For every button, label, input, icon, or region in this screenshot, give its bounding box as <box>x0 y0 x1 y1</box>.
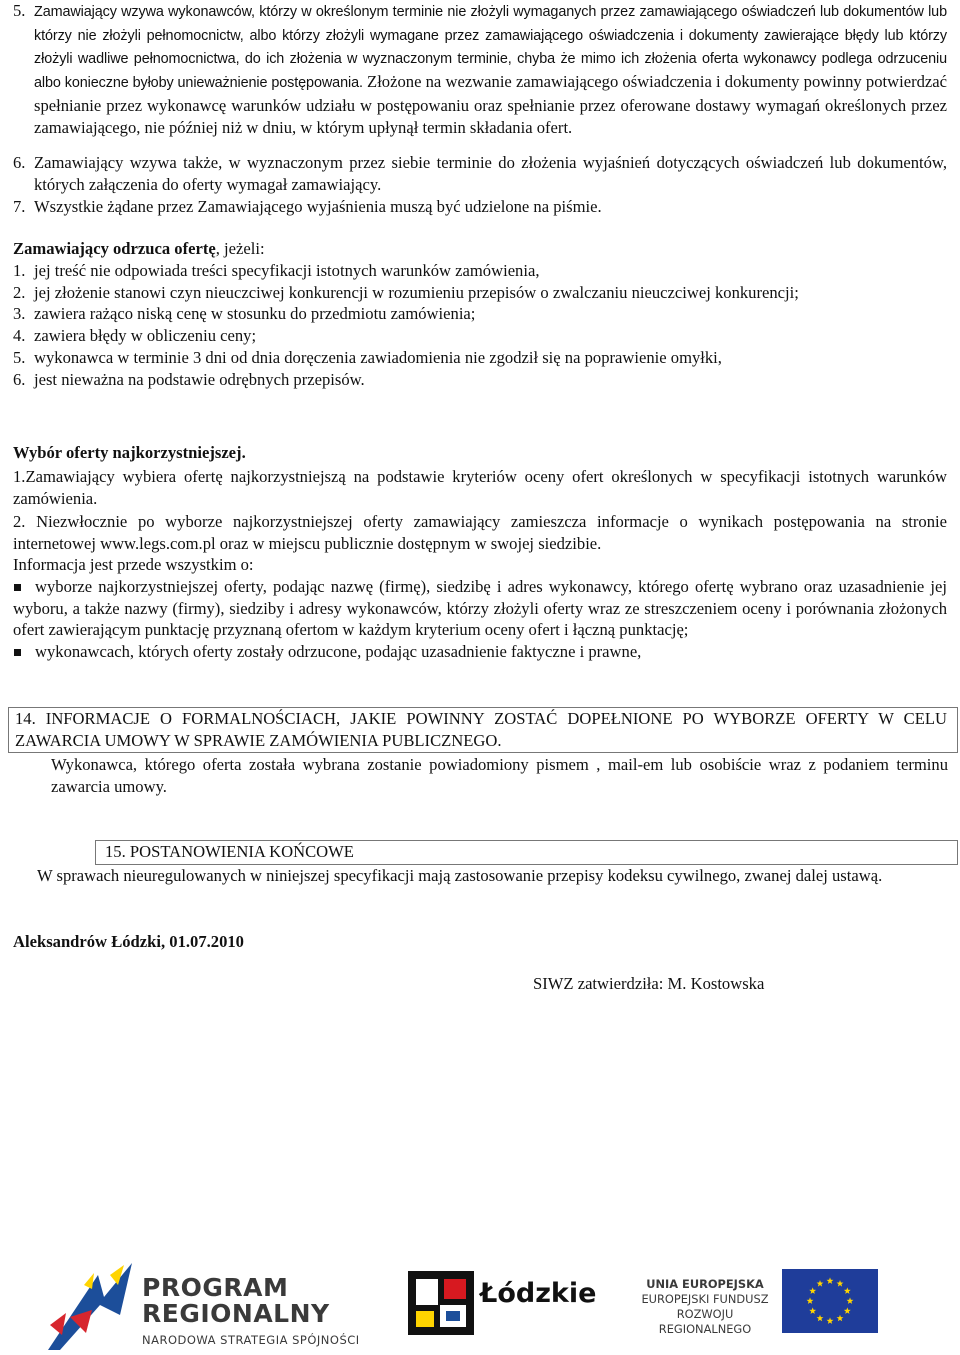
list-item-number: 5. <box>13 347 26 367</box>
regionalny-word: REGIONALNY <box>142 1299 330 1328</box>
program-regionalny-emblem-icon <box>40 1255 140 1355</box>
list-item-number: 6. <box>13 369 26 389</box>
list-item-text: zawiera rażąco niską cenę w stosunku do przedmiotu zamówienia; <box>34 304 476 324</box>
section-15-heading <box>95 840 958 865</box>
reject-list <box>0 260 960 390</box>
program-regionalny-text <box>142 1275 330 1327</box>
eu-line: ROZWOJU REGIONALNEGO <box>658 1307 752 1336</box>
list-item-number: 2. <box>13 282 26 302</box>
list-item-text: jej złożenie stanowi czyn nieuczciwej konkurencji w rozumieniu przepisów o zwalczaniu nieuczciwej konkurencji; <box>34 282 799 302</box>
eu-text <box>630 1277 780 1337</box>
list-item-number: 3. <box>13 304 26 324</box>
program-word: PROGRAM <box>142 1273 289 1302</box>
list-item-text: zawiera błędy w obliczeniu ceny; <box>34 326 257 346</box>
section-14-heading <box>8 707 958 753</box>
lodzkie-logo <box>408 1269 597 1339</box>
reject-heading <box>0 238 278 260</box>
choice-paragraph-1: 1.Zamawiający wybiera ofertę najkorzystniejszą na podstawie kryteriów oceny ofert określonych w specyfikacji istotnych warunków zamówienia. <box>13 467 947 508</box>
bullet-text: wyborze najkorzystniejszej oferty, podając nazwę (firmę), siedzibę i adres wykonawcy, którego ofertę wybrano oraz uzasadnienie jej wyboru, a także nazwy (firmy), siedziby i adresy wykonawców, którzy złożyli oferty wraz ze streszczeniem oceny i porównania złożonych ofert zawierającym punktację przyznaną ofertom w każdym kryterium oceny ofert i łączną punktację; <box>13 577 947 640</box>
bullet-text: wykonawcach, których oferty zostały odrzucone, podając uzasadnienie faktyczne i prawne, <box>35 642 642 662</box>
square-bullet-icon <box>14 649 21 656</box>
list-item <box>0 369 960 391</box>
choice-bullets <box>0 576 960 663</box>
list-item <box>0 260 960 282</box>
list-item-number: 4. <box>13 326 26 346</box>
section-15-title: 15. POSTANOWIENIA KOŃCOWE <box>105 842 354 861</box>
logos-footer <box>0 1255 960 1355</box>
program-regionalny-logo <box>40 1255 370 1355</box>
eu-line: EUROPEJSKI FUNDUSZ <box>641 1292 769 1306</box>
list-item <box>0 282 960 304</box>
reject-heading-rest: , jeżeli: <box>215 239 265 258</box>
list-item <box>0 325 960 347</box>
list-item <box>0 303 960 325</box>
paragraph-5 <box>0 0 960 138</box>
paragraph-number: 5. <box>13 1 26 20</box>
paragraph-number: 7. <box>13 197 26 216</box>
choice-heading: Wybór oferty najkorzystniejszej. <box>13 443 246 462</box>
eu-logo <box>630 1277 930 1347</box>
choice-paragraph-3: Informacja jest przede wszystkim o: <box>13 555 254 574</box>
place-date: Aleksandrów Łódzki, 01.07.2010 <box>13 932 244 951</box>
eu-line: UNIA EUROPEJSKA <box>646 1277 764 1291</box>
list-item <box>0 347 960 369</box>
list-item-text: jest nieważna na podstawie odrębnych przepisów. <box>34 369 365 389</box>
strategy-text: NARODOWA STRATEGIA SPÓJNOŚCI <box>142 1333 360 1347</box>
reject-heading-bold: Zamawiający odrzuca ofertę <box>13 239 216 258</box>
section-15-text: W sprawach nieuregulowanych w niniejszej specyfikacji mają zastosowanie przepisy kodeksu cywilnego, zwanej dalej ustawą. <box>37 866 883 885</box>
paragraph-6 <box>0 152 960 195</box>
lodzkie-emblem-icon <box>408 1271 474 1335</box>
bullet-item <box>13 641 960 663</box>
list-item-text: wykonawca w terminie 3 dni od dnia doręczenia zawiadomienia nie zgodził się na poprawienie omyłki, <box>34 347 722 367</box>
paragraph-text-sans: Zamawiający wzywa wykonawców, którzy w określonym terminie nie złożyli wymaganych przez zamawiającego oświadczeń lub dokumentów lub którzy nie złożyli pełnomocnictw, albo którzy złożyli wymagane przez zamawiającego oświadczenia i dokumenty zawierające błędy lub którzy złożyli wadliwe pełnomocnictwa, do ich złożenia w wyznaczonym terminie, chyba że mimo ich złożenia oferta wykonawcy podlega odrzuceniu albo konieczne byłoby unieważnienie postępowania. <box>34 4 947 92</box>
section-14-text: Wykonawca, którego oferta została wybrana zostanie powiadomiony pismem , mail-em lub osobiście wraz z podaniem terminu zawarcia umowy. <box>51 755 948 796</box>
section-14-title: 14. INFORMACJE O FORMALNOŚCIACH, JAKIE POWINNY ZOSTAĆ DOPEŁNIONE PO WYBORZE OFERTY W CELU ZAWARCIA UMOWY W SPRAWIE ZAMÓWIENIA PUBLICZNEGO. <box>15 709 947 750</box>
paragraph-text: Wszystkie żądane przez Zamawiającego wyjaśnienia muszą być udzielone na piśmie. <box>34 197 602 216</box>
square-bullet-icon <box>14 584 21 591</box>
bullet-item <box>13 576 960 641</box>
paragraph-text-serif: Złożone na wezwanie zamawiającego oświadczenia i dokumenty powinny potwierdzać spełnianie przez wykonawcę warunków udziału w postępowaniu oraz spełnianie przez oferowane dostawy wymagań określonych przez zamawiającego, nie później niż w dniu, w którym upłynął termin składania ofert. <box>34 72 947 137</box>
choice-paragraph-2: 2. Niezwłocznie po wyborze najkorzystniejszej oferty zamawiający zamieszcza informacje o wynikach postępowania na stronie internetowej www.legs.com.pl oraz w miejscu publicznie dostępnym w swojej siedzibie. <box>13 512 947 553</box>
paragraph-7 <box>0 196 960 218</box>
paragraph-number: 6. <box>13 153 26 172</box>
paragraph-text: Zamawiający wzywa także, w wyznaczonym przez siebie terminie do złożenia wyjaśnień dotyczących oświadczeń lub dokumentów, których załączenia do oferty wymagał zamawiający. <box>34 153 947 194</box>
list-item-text: jej treść nie odpowiada treści specyfikacji istotnych warunków zamówienia, <box>34 261 540 280</box>
eu-flag-icon <box>782 1269 878 1333</box>
approval-signature: SIWZ zatwierdziła: M. Kostowska <box>533 974 765 993</box>
lodzkie-text: Łódzkie <box>480 1278 597 1309</box>
list-item-number: 1. <box>13 261 26 280</box>
